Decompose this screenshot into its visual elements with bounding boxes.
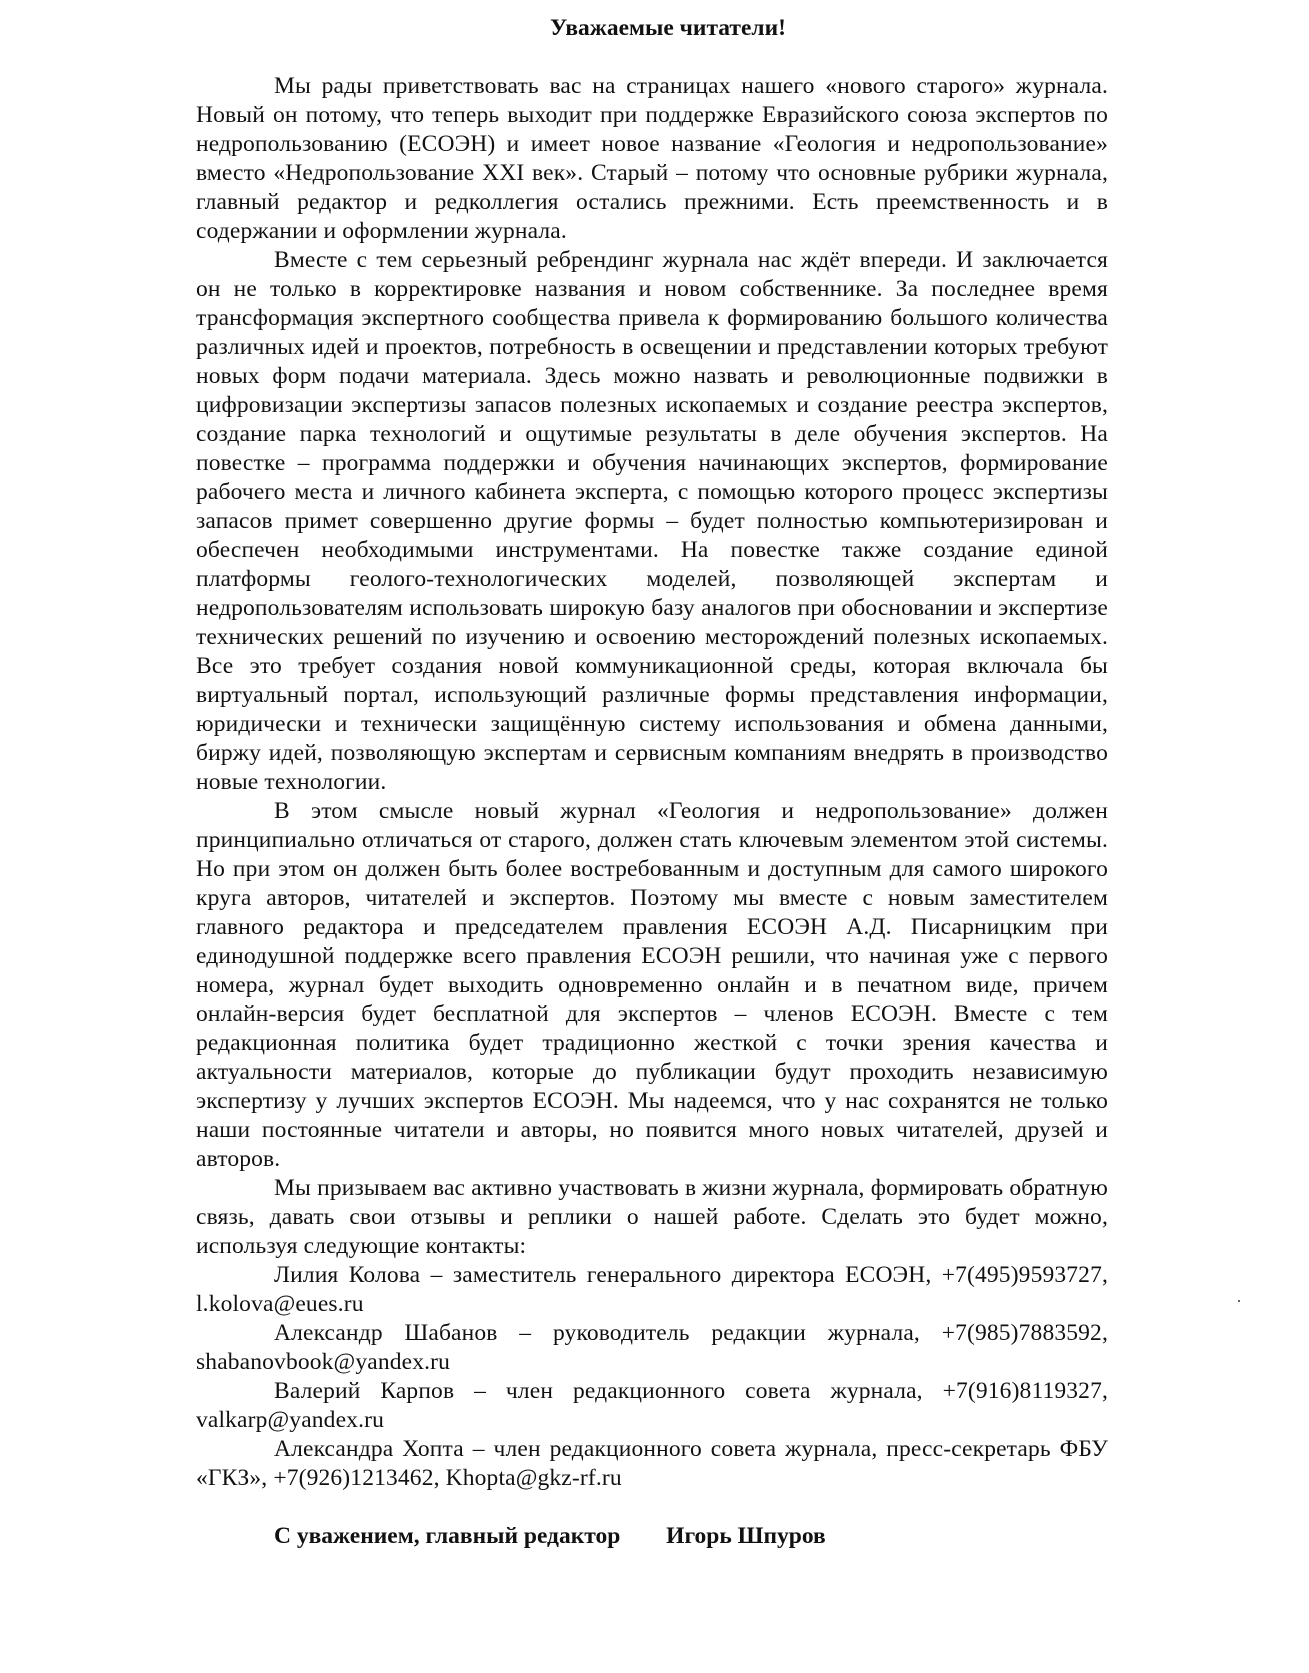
paragraph-call-to-action: Мы призываем вас активно участвовать в жизни журнала, формировать обратную связь, давать свои отзывы и реплики о нашей работе. Сделать это будет можно, используя следующие контакты: xyxy=(196,1175,1108,1259)
document-title: Уважаемые читатели! xyxy=(550,15,786,41)
document-page xyxy=(196,14,1108,1551)
signature xyxy=(196,1522,1108,1551)
signature-closing: С уважением, главный редактор xyxy=(274,1523,621,1549)
paragraph-new-journal: В этом смысле новый журнал «Геология и недропользование» должен принципиально отличаться от старого, должен стать ключевым элементом этой системы. Но при этом он должен быть более востребованным и доступным для самого широкого круга авторов, читателей и экспертов. Поэтому мы вместе с новым заместителем главного редактора и председателем правления ЕСОЭН А.Д. Писарницким при единодушной поддержке всего правления ЕСОЭН решили, что начиная уже с первого номера, журнал будет выходить одновременно онлайн и в печатном виде, причем онлайн-версия будет бесплатной для экспертов – членов ЕСОЭН. Вместе с тем редакционная политика будет традиционно жесткой с точки зрения качества и актуальности материалов, которые до публикации будут проходить независимую экспертизу у лучших экспертов ЕСОЭН. Мы надеемся, что у нас сохранятся не только наши постоянные читатели и авторы, но появится много новых читателей, друзей и авторов. xyxy=(196,798,1108,1172)
contact-item: Александра Хопта – член редакционного совета журнала, пресс-секретарь ФБУ «ГКЗ», +7(926)1213462, Khopta@gkz-rf.ru xyxy=(196,1436,1108,1491)
paragraph-rebranding: Вместе с тем серьезный ребрендинг журнала нас ждёт впереди. И заключается он не только в корректировке названия и новом собственнике. За последнее время трансформация экспертного сообщества привела к формированию большого количества различных идей и проектов, потребность в освещении и представлении которых требуют новых форм подачи материала. Здесь можно назвать и революционные подвижки в цифровизации экспертизы запасов полезных ископаемых и создание реестра экспертов, создание парка технологий и ощутимые результаты в деле обучения экспертов. На повестке – программа поддержки и обучения начинающих экспертов, формирование рабочего места и личного кабинета эксперта, с помощью которого процесс экспертизы запасов примет совершенно другие формы – будет полностью компьютеризирован и обеспечен необходимыми инструментами. На повестке также создание единой платформы геолого-технологических моделей, позволяющей экспертам и недропользователям использовать широкую базу аналогов при обосновании и экспертизе технических решений по изучению и освоению месторождений полезных ископаемых. Все это требует создания новой коммуникационной среды, которая включала бы виртуальный портал, использующий различные формы представления информации, юридически и технически защищённую систему использования и обмена данными, биржу идей, позволяющую экспертам и сервисным компаниям внедрять в производство новые технологии. xyxy=(196,247,1108,795)
scan-speck xyxy=(1238,1300,1240,1302)
signature-name: Игорь Шпуров xyxy=(666,1523,826,1549)
contact-item: Александр Шабанов – руководитель редакции журнала, +7(985)7883592, shabanovbook@yandex.ru xyxy=(196,1320,1108,1375)
contact-item: Валерий Карпов – член редакционного совета журнала, +7(916)8119327, valkarp@yandex.ru xyxy=(196,1378,1108,1433)
paragraph-intro: Мы рады приветствовать вас на страницах нашего «нового старого» журнала. Новый он потому, что теперь выходит при поддержке Евразийского союза экспертов по недропользованию (ЕСОЭН) и имеет новое название «Геология и недропользование» вместо «Недропользование XXI век». Старый – потому что основные рубрики журнала, главный редактор и редколлегия остались прежними. Есть преемственность и в содержании и оформлении журнала. xyxy=(196,73,1108,244)
contact-item: Лилия Колова – заместитель генерального директора ЕСОЭН, +7(495)9593727, l.kolova@eues.ru xyxy=(196,1262,1108,1317)
